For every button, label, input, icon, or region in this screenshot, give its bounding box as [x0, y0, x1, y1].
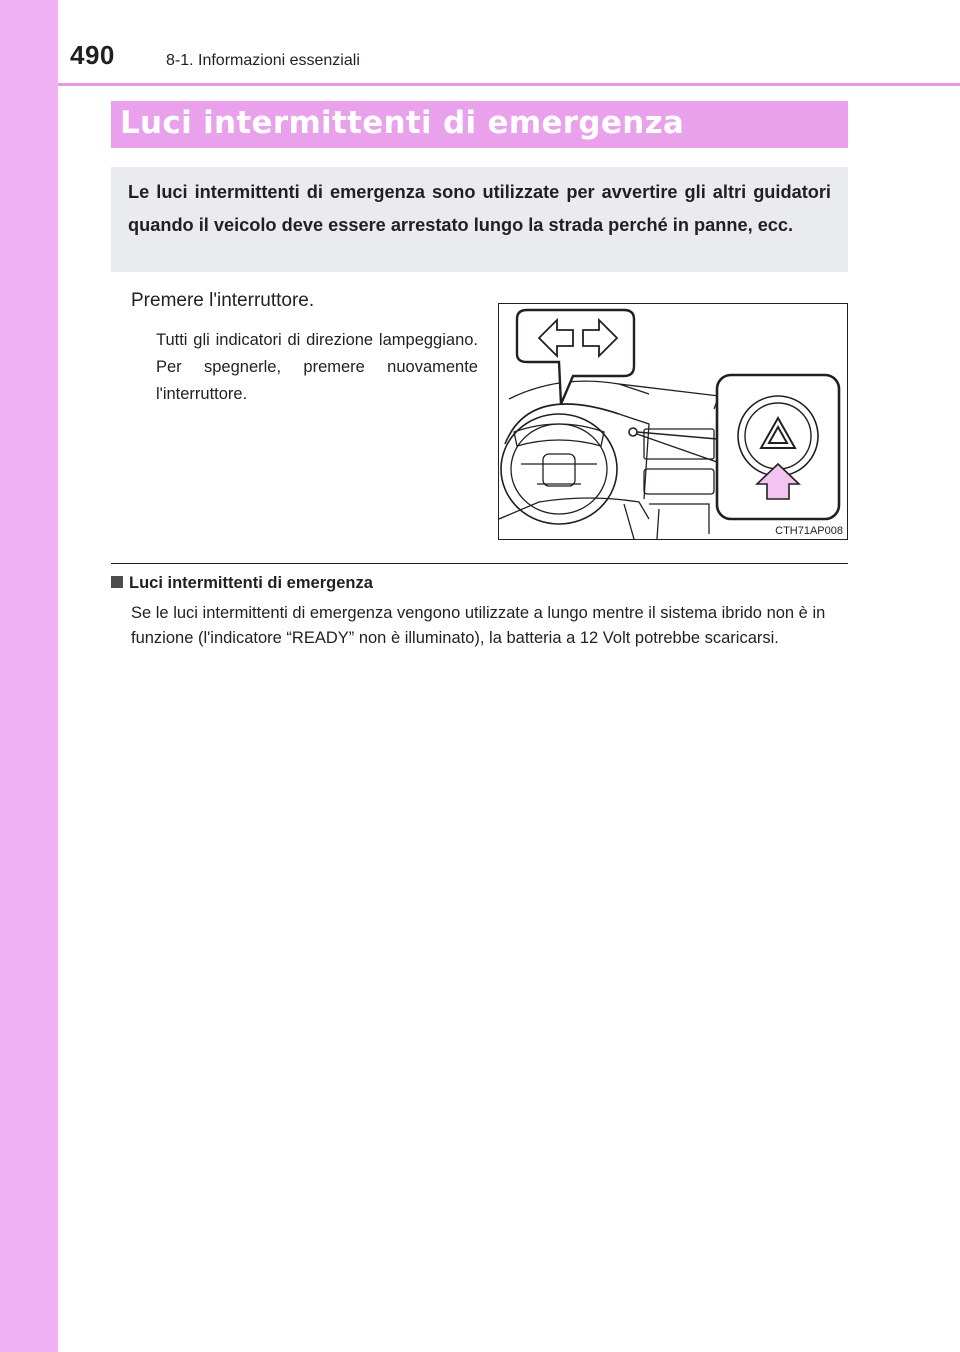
instruction-detail-2: Per spegnerle, premere nuovamente l'interruttore. — [156, 358, 478, 403]
header-rule — [58, 83, 960, 86]
page-number: 490 — [70, 40, 115, 70]
page-title: Luci intermittenti di emergenza — [120, 105, 685, 141]
note-heading-text: Luci intermittenti di emergenza — [129, 574, 373, 592]
title-banner — [111, 101, 848, 148]
instruction-detail — [156, 327, 478, 408]
note-body: Se le luci intermittenti di emergenza vengono utilizzate a lungo mentre il sistema ibrido non è in funzione (l'indicatore “READY” non è illuminato), la batteria a 12 Volt potrebbe scaricarsi. — [131, 604, 826, 647]
intro-box — [111, 167, 848, 272]
intro-text: Le luci intermittenti di emergenza sono utilizzate per avvertire gli altri guidatori quando il veicolo deve essere arrestato lungo la strada perché in panne, ecc. — [128, 182, 831, 235]
side-color-strip — [0, 0, 58, 1352]
figure-code: CTH71AP008 — [775, 525, 843, 537]
hazard-switch-illustration — [498, 303, 848, 540]
dashboard-drawing — [499, 304, 847, 539]
instruction-detail-1: Tutti gli indicatori di direzione lampeggiano. — [156, 331, 478, 349]
instruction-main: Premere l'interruttore. — [131, 290, 315, 311]
section-reference: 8-1. Informazioni essenziali — [166, 52, 360, 69]
section-divider — [111, 563, 848, 564]
note-heading — [111, 574, 373, 593]
square-bullet-icon — [111, 576, 123, 588]
